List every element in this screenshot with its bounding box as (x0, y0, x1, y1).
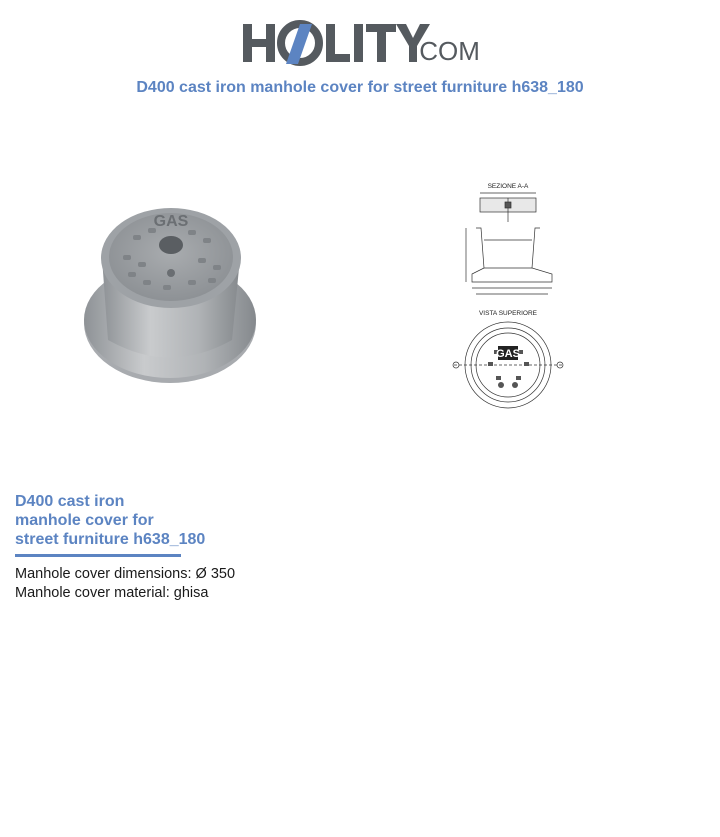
logo-suffix: .COM (412, 36, 480, 66)
heading-line-3: street furniture h638_180 (15, 531, 206, 548)
top-view-label: VISTA SUPERIORE (478, 310, 538, 317)
page-title: D400 cast iron manhole cover for street furniture h638_180 (136, 79, 584, 96)
product-heading (15, 492, 245, 549)
heading-underline (15, 554, 181, 557)
drawing-gas-text: GAS (496, 348, 520, 360)
manhole-cover-photo[interactable] (78, 200, 288, 400)
spec-material: Manhole cover material: ghisa (15, 585, 209, 601)
heading-line-1: D400 cast iron (15, 493, 125, 510)
cover-gas-text: GAS (153, 213, 189, 230)
spec-dimensions: Manhole cover dimensions: Ø 350 (15, 566, 236, 582)
drawing-illustration (446, 178, 576, 413)
heading-line-2: manhole cover for (15, 512, 154, 529)
manhole-cover-illustration (78, 200, 288, 395)
section-label: SEZIONE A-A (487, 183, 529, 190)
technical-drawing[interactable] (446, 178, 576, 418)
site-logo[interactable] (0, 12, 720, 68)
logo-graphic (0, 12, 720, 72)
